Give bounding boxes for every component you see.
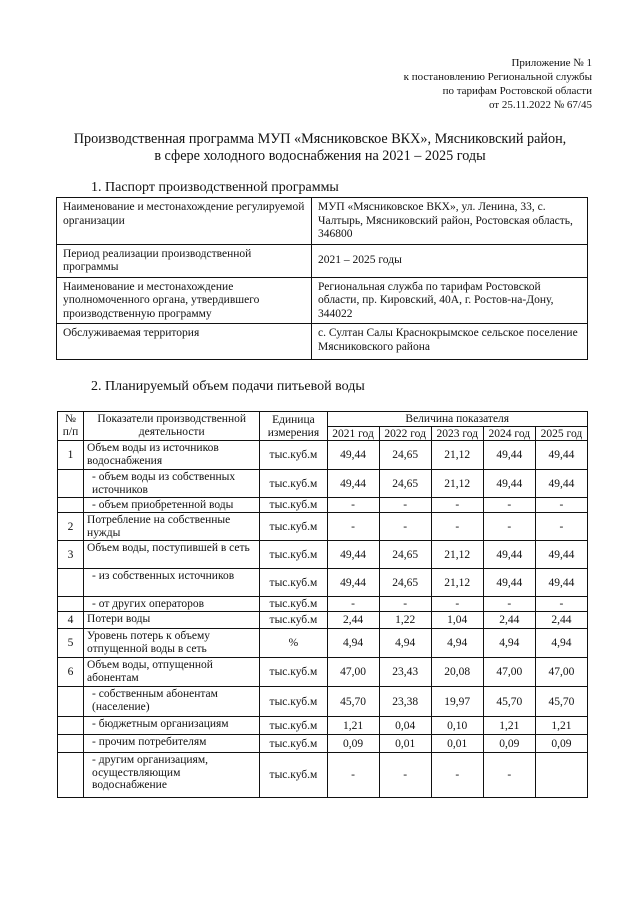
indicator-name: Потери воды [84, 612, 260, 629]
unit-cell: тыс.куб.м [260, 597, 327, 612]
value-cell: - [327, 513, 379, 541]
value-cell: 4,94 [327, 629, 379, 658]
table-row [58, 498, 588, 513]
unit-cell: тыс.куб.м [260, 612, 327, 629]
annex-line: по тарифам Ростовской области [442, 85, 592, 97]
passport-value: МУП «Мясниковское ВКХ», ул. Ленина, 33, с. Чалтырь, Мясниковский район, Ростовская область, 346800 [312, 198, 588, 245]
passport-row [57, 244, 588, 277]
value-cell: - [431, 498, 483, 513]
value-cell: 1,21 [327, 717, 379, 735]
value-cell: - [379, 498, 431, 513]
value-cell: 49,44 [535, 541, 587, 569]
value-cell: 0,09 [483, 735, 535, 753]
value-cell: 47,00 [483, 658, 535, 687]
unit-cell: тыс.куб.м [260, 470, 327, 498]
value-cell: - [535, 513, 587, 541]
passport-value: с. Султан Салы Краснокрымское сельское поселение Мясниковского района [312, 324, 588, 360]
value-cell: 1,21 [535, 717, 587, 735]
passport-row [57, 277, 588, 324]
header-no: № п/п [58, 412, 84, 441]
passport-label: Наименование и местонахождение регулируемой организации [57, 198, 312, 245]
value-cell [535, 753, 587, 798]
row-number [58, 597, 84, 612]
unit-cell: тыс.куб.м [260, 658, 327, 687]
value-cell: 21,12 [431, 470, 483, 498]
value-cell: 49,44 [535, 441, 587, 470]
value-cell: 2,44 [483, 612, 535, 629]
table-row [58, 687, 588, 717]
indicator-name: - от других операторов [84, 597, 260, 612]
value-cell: 49,44 [327, 441, 379, 470]
value-cell: 0,09 [535, 735, 587, 753]
row-number: 2 [58, 513, 84, 541]
value-cell: - [483, 498, 535, 513]
value-cell: - [431, 513, 483, 541]
row-number: 6 [58, 658, 84, 687]
value-cell: 49,44 [483, 470, 535, 498]
title-line: в сфере холодного водоснабжения на 2021 – 2025 годы [154, 148, 486, 164]
value-cell: 0,04 [379, 717, 431, 735]
table-row [58, 513, 588, 541]
unit-cell: тыс.куб.м [260, 687, 327, 717]
indicator-name: - объем приобретенной воды [84, 498, 260, 513]
passport-label: Обслуживаемая территория [57, 324, 312, 360]
value-cell: 4,94 [431, 629, 483, 658]
value-cell: 24,65 [379, 541, 431, 569]
table-row [58, 629, 588, 658]
annex-header [404, 56, 592, 112]
row-number [58, 498, 84, 513]
value-cell: 45,70 [535, 687, 587, 717]
value-cell: 0,01 [379, 735, 431, 753]
table-row [58, 735, 588, 753]
value-cell: - [379, 513, 431, 541]
value-cell: 49,44 [483, 541, 535, 569]
table-row [58, 717, 588, 735]
indicator-name: Потребление на собственные нужды [84, 513, 260, 541]
value-cell: 4,94 [379, 629, 431, 658]
value-cell: 45,70 [327, 687, 379, 717]
indicator-name: Объем воды, поступившей в сеть [84, 541, 260, 569]
unit-cell: тыс.куб.м [260, 717, 327, 735]
row-number [58, 470, 84, 498]
unit-cell: тыс.куб.м [260, 569, 327, 597]
value-cell: 4,94 [535, 629, 587, 658]
value-cell: 49,44 [327, 541, 379, 569]
header-year: 2024 год [483, 426, 535, 441]
unit-cell: тыс.куб.м [260, 735, 327, 753]
table-row [58, 658, 588, 687]
row-number: 1 [58, 441, 84, 470]
passport-label: Наименование и местонахождение уполномоченного органа, утвердившего производственную программу [57, 277, 312, 324]
value-cell: - [327, 753, 379, 798]
value-cell: 1,04 [431, 612, 483, 629]
indicator-name: - объем воды из собственных источников [84, 470, 260, 498]
value-cell: - [535, 498, 587, 513]
document-title [0, 131, 640, 165]
row-number [58, 735, 84, 753]
section-1-heading: 1. Паспорт производственной программы [91, 180, 339, 195]
unit-cell: тыс.куб.м [260, 441, 327, 470]
row-number [58, 569, 84, 597]
header-year: 2021 год [327, 426, 379, 441]
value-cell: - [379, 753, 431, 798]
table-row [58, 612, 588, 629]
value-cell: - [431, 597, 483, 612]
value-cell: 0,01 [431, 735, 483, 753]
row-number: 5 [58, 629, 84, 658]
table-header-row [58, 412, 588, 427]
row-number: 3 [58, 541, 84, 569]
indicator-name: - прочим потребителям [84, 735, 260, 753]
passport-row [57, 198, 588, 245]
table-row [58, 441, 588, 470]
header-year: 2025 год [535, 426, 587, 441]
header-indicator: Показатели производственной деятельности [84, 412, 260, 441]
annex-line: Приложение № 1 [511, 57, 592, 69]
table-row [58, 597, 588, 612]
value-cell: 24,65 [379, 569, 431, 597]
value-cell: 20,08 [431, 658, 483, 687]
water-volume-table [57, 411, 588, 798]
section-2-heading: 2. Планируемый объем подачи питьевой воды [91, 379, 365, 394]
value-cell: 2,44 [535, 612, 587, 629]
value-cell: 24,65 [379, 441, 431, 470]
value-cell: 24,65 [379, 470, 431, 498]
passport-row [57, 324, 588, 360]
indicator-name: Объем воды из источников водоснабжения [84, 441, 260, 470]
value-cell: 49,44 [483, 441, 535, 470]
value-cell: - [483, 753, 535, 798]
value-cell: 45,70 [483, 687, 535, 717]
value-cell: - [535, 597, 587, 612]
row-number [58, 753, 84, 798]
indicator-name: - бюджетным организациям [84, 717, 260, 735]
unit-cell: тыс.куб.м [260, 753, 327, 798]
unit-cell: тыс.куб.м [260, 498, 327, 513]
passport-label: Период реализации производственной программы [57, 244, 312, 277]
value-cell: 1,22 [379, 612, 431, 629]
passport-value: Региональная служба по тарифам Ростовской области, пр. Кировский, 40А, г. Ростов-на-Дону, 344022 [312, 277, 588, 324]
value-cell: 0,09 [327, 735, 379, 753]
header-year: 2023 год [431, 426, 483, 441]
value-cell: 47,00 [535, 658, 587, 687]
unit-cell: % [260, 629, 327, 658]
value-cell: - [327, 597, 379, 612]
value-cell: 4,94 [483, 629, 535, 658]
value-cell: 49,44 [535, 470, 587, 498]
header-value: Величина показателя [327, 412, 588, 427]
row-number [58, 687, 84, 717]
row-number [58, 717, 84, 735]
value-cell: 49,44 [483, 569, 535, 597]
unit-cell: тыс.куб.м [260, 513, 327, 541]
header-year: 2022 год [379, 426, 431, 441]
table-row [58, 470, 588, 498]
value-cell: 0,10 [431, 717, 483, 735]
indicator-name: - другим организациям, осуществляющим водоснабжение [84, 753, 260, 798]
value-cell: - [327, 498, 379, 513]
indicator-name: Уровень потерь к объему отпущенной воды в сеть [84, 629, 260, 658]
value-cell: - [483, 513, 535, 541]
value-cell: 21,12 [431, 441, 483, 470]
table-row [58, 569, 588, 597]
indicator-name: Объем воды, отпущенной абонентам [84, 658, 260, 687]
indicator-name: - собственным абонентам (население) [84, 687, 260, 717]
value-cell: 49,44 [327, 470, 379, 498]
annex-line: к постановлению Региональной службы [403, 71, 592, 83]
header-unit: Единица измерения [260, 412, 327, 441]
passport-value: 2021 – 2025 годы [312, 244, 588, 277]
table-row [58, 753, 588, 798]
value-cell: 49,44 [327, 569, 379, 597]
value-cell: 47,00 [327, 658, 379, 687]
value-cell: - [483, 597, 535, 612]
indicator-name: - из собственных источников [84, 569, 260, 597]
table-row [58, 541, 588, 569]
annex-line: от 25.11.2022 № 67/45 [488, 99, 592, 111]
value-cell: - [379, 597, 431, 612]
value-cell: 1,21 [483, 717, 535, 735]
unit-cell: тыс.куб.м [260, 541, 327, 569]
value-cell: 23,38 [379, 687, 431, 717]
passport-table [56, 197, 588, 360]
title-line: Производственная программа МУП «Мясниковское ВКХ», Мясниковский район, [73, 131, 567, 147]
value-cell: 49,44 [535, 569, 587, 597]
row-number: 4 [58, 612, 84, 629]
value-cell: 21,12 [431, 541, 483, 569]
value-cell: 19,97 [431, 687, 483, 717]
value-cell: - [431, 753, 483, 798]
value-cell: 21,12 [431, 569, 483, 597]
value-cell: 23,43 [379, 658, 431, 687]
value-cell: 2,44 [327, 612, 379, 629]
